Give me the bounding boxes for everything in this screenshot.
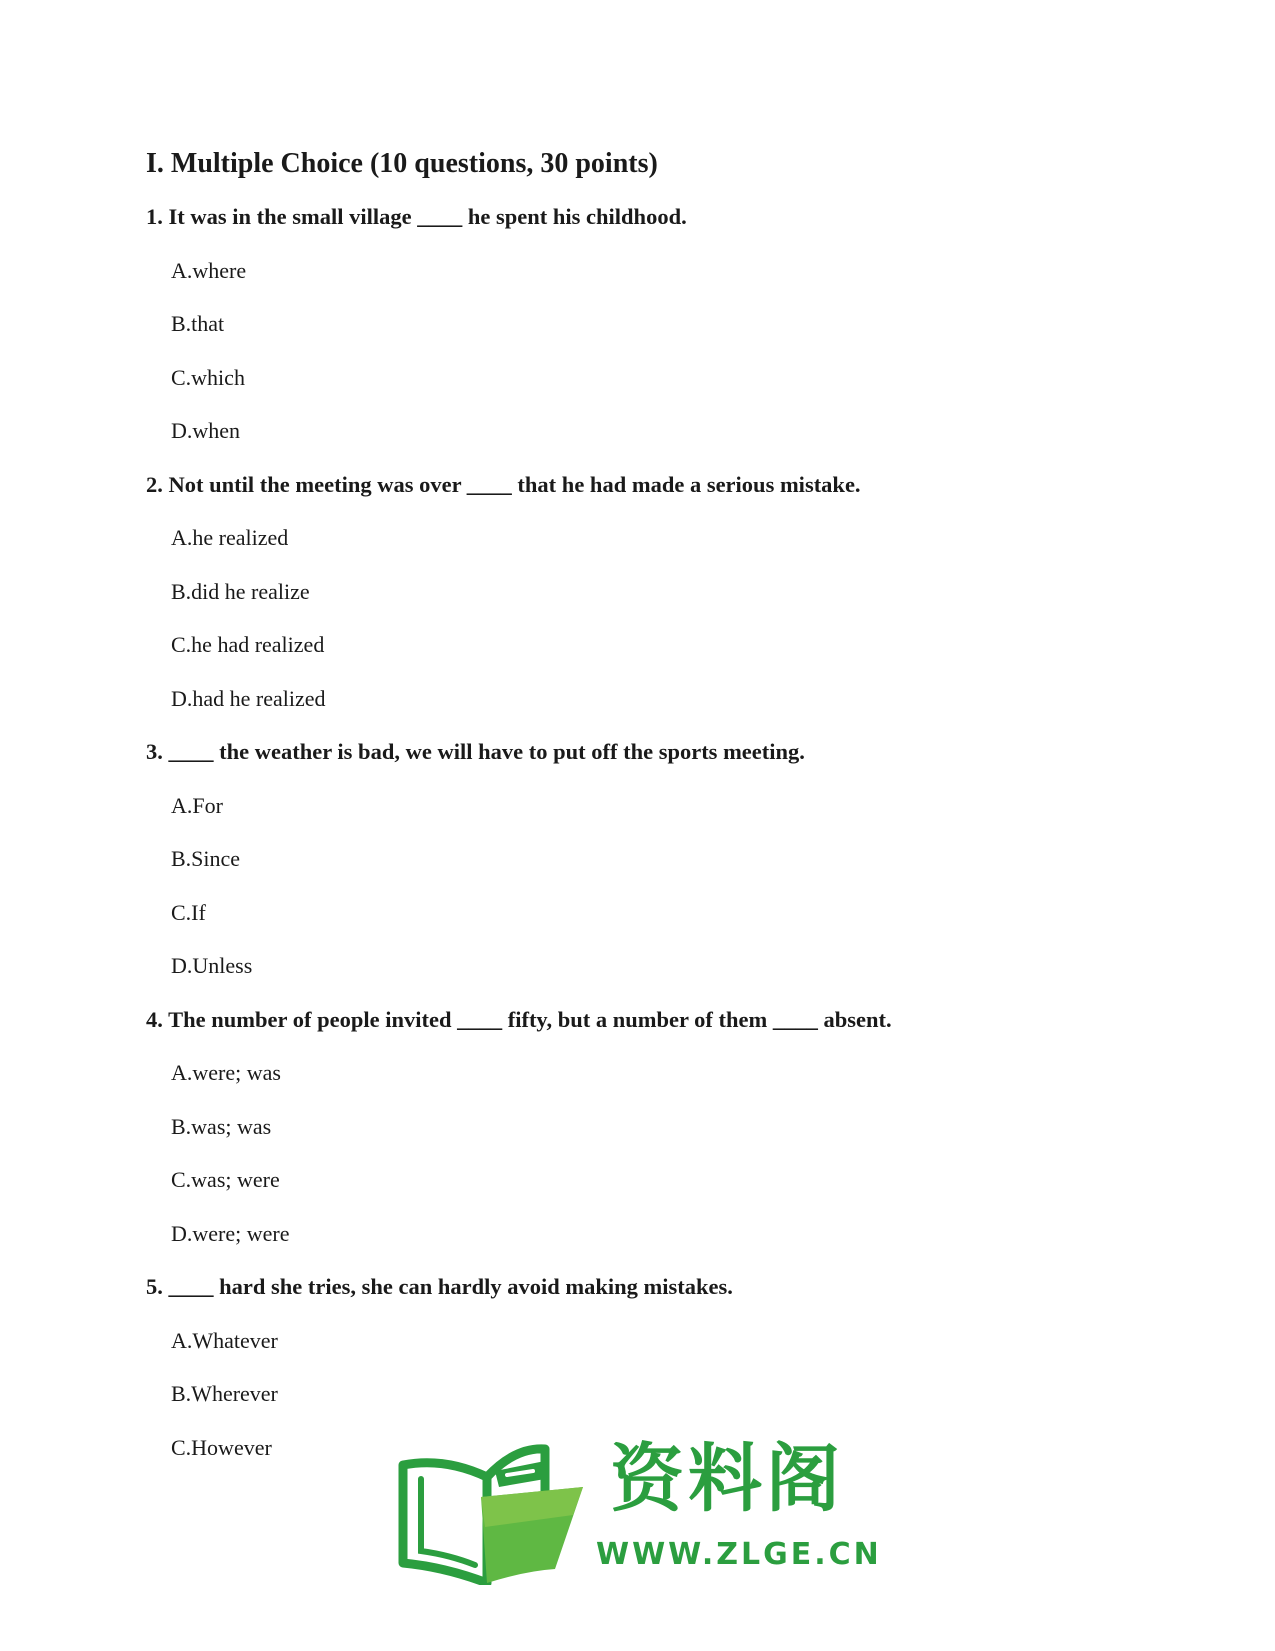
option-b: B.Wherever xyxy=(171,1381,278,1406)
option-d: D.had he realized xyxy=(171,685,326,711)
question-text: 3. ____ the weather is bad, we will have to put off the sports meeting. xyxy=(146,739,805,764)
question-1 xyxy=(146,203,1146,471)
option-a: A.he realized xyxy=(171,525,289,550)
question-text: 2. Not until the meeting was over ____ that he had made a serious mistake. xyxy=(146,471,861,497)
question-4 xyxy=(146,1006,1146,1274)
question-text: 1. It was in the small village ____ he spent his childhood. xyxy=(146,204,687,229)
option-a: A.Whatever xyxy=(171,1327,278,1353)
watermark-logo xyxy=(395,1435,882,1585)
option-a: A.were; was xyxy=(171,1060,281,1085)
open-book-icon xyxy=(395,1435,595,1585)
watermark-name: 资料阁 xyxy=(610,1436,844,1522)
option-b: B.that xyxy=(171,311,225,336)
option-b: B.did he realize xyxy=(171,578,310,604)
option-d: D.Unless xyxy=(171,953,253,978)
question-list xyxy=(146,203,1146,1487)
question-2 xyxy=(146,471,1146,739)
option-c: C.which xyxy=(171,364,245,390)
question-3 xyxy=(146,738,1146,1006)
option-c: C.If xyxy=(171,899,206,925)
option-c: C.he had realized xyxy=(171,632,325,657)
option-d: D.were; were xyxy=(171,1220,290,1246)
option-b: B.was; was xyxy=(171,1113,272,1139)
section-title: I. Multiple Choice (10 questions, 30 points) xyxy=(146,148,658,179)
option-b: B.Since xyxy=(171,846,241,871)
option-a: A.where xyxy=(171,257,247,283)
question-text: 5. ____ hard she tries, she can hardly avoid making mistakes. xyxy=(146,1274,733,1299)
option-c: C.However xyxy=(171,1434,272,1460)
option-a: A.For xyxy=(171,792,223,818)
option-d: D.when xyxy=(171,418,241,443)
question-text: 4. The number of people invited ____ fifty, but a number of them ____ absent. xyxy=(146,1006,892,1032)
watermark-url: WWW.ZLGE.CN xyxy=(596,1537,882,1572)
option-c: C.was; were xyxy=(171,1167,280,1192)
